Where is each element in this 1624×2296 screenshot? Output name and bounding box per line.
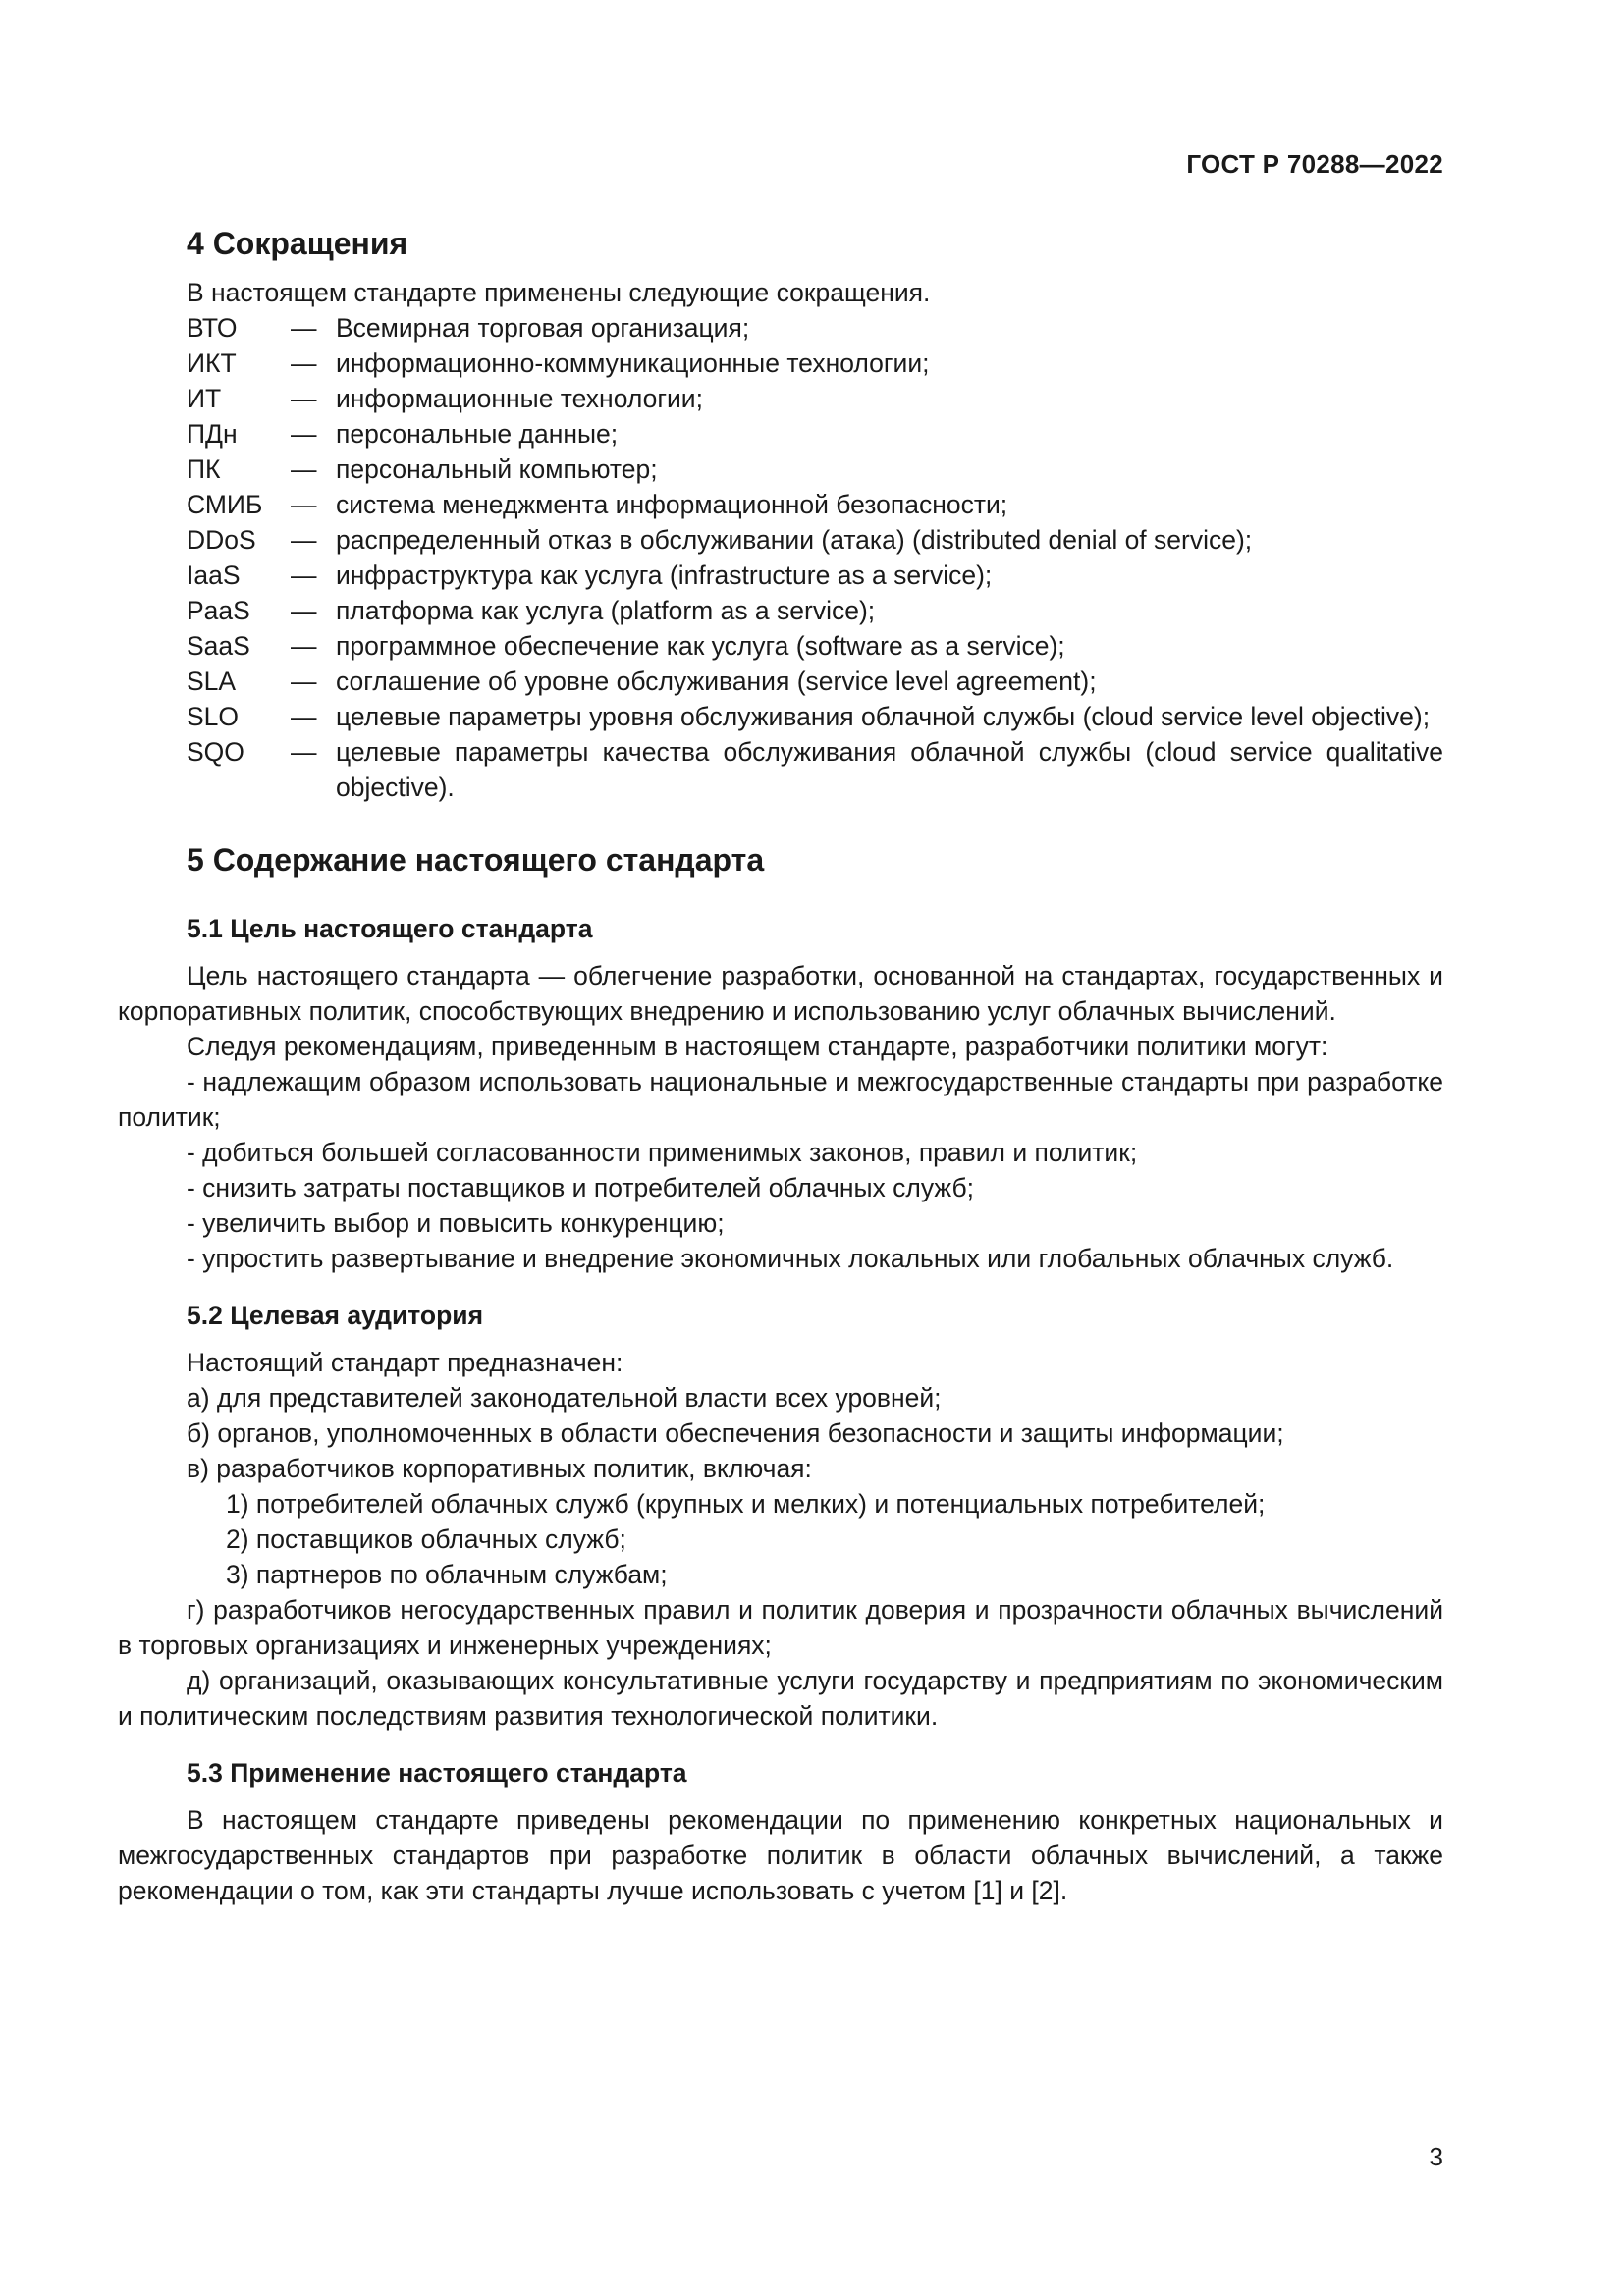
list-item: а) для представителей законодательной власти всех уровней; (187, 1383, 942, 1413)
page-content (118, 222, 1443, 1908)
abbreviation-item (118, 664, 1443, 699)
section-4-title: 4 Сокращения (187, 226, 408, 261)
list-item: - добиться большей согласованности применимых законов, правил и политик; (187, 1138, 1138, 1167)
list-item: в) разработчиков корпоративных политик, включая: (187, 1454, 812, 1483)
abbreviation-dash: — (291, 419, 317, 449)
abbreviation-definition: система менеджмента информационной безопасности; (336, 490, 1008, 519)
abbreviation-term: СМИБ (187, 490, 263, 519)
list-item: - упростить развертывание и внедрение экономичных локальных или глобальных облачных служб. (187, 1244, 1394, 1273)
abbreviation-term: ПДн (187, 419, 238, 449)
abbreviation-term: SLO (187, 702, 240, 731)
abbreviation-item (118, 310, 1443, 346)
abbreviation-item (118, 734, 1443, 805)
abbreviation-item (118, 452, 1443, 487)
abbreviation-dash: — (291, 525, 317, 555)
abbreviation-definition: информационные технологии; (336, 384, 703, 413)
abbreviation-definition: целевые параметры уровня обслуживания облачной службы (cloud service level objective); (336, 702, 1431, 731)
abbreviation-term: IaaS (187, 561, 241, 590)
section-5-title: 5 Содержание настоящего стандарта (187, 842, 765, 878)
abbreviation-dash: — (291, 348, 317, 378)
abbreviation-dash: — (291, 490, 317, 519)
abbreviation-definition: соглашение об уровне обслуживания (service level agreement); (336, 667, 1097, 696)
abbreviation-item (118, 487, 1443, 522)
abbreviation-dash: — (291, 667, 317, 696)
abbreviation-dash: — (291, 596, 317, 625)
list-item: г) разработчиков негосударственных правил и политик доверия и прозрачности облачных вычислений в торговых организациях и инженерных учреждениях; (118, 1595, 1443, 1660)
abbreviation-item (118, 381, 1443, 416)
abbreviation-dash: — (291, 561, 317, 590)
abbreviation-definition: платформа как услуга (platform as a service); (336, 596, 876, 625)
abbreviation-definition: целевые параметры качества обслуживания облачной службы (cloud service qualitative objective). (336, 737, 1443, 802)
abbreviation-definition: Всемирная торговая организация; (336, 313, 750, 343)
abbreviation-term: SaaS (187, 631, 250, 661)
list-item: б) органов, уполномоченных в области обеспечения безопасности и защиты информации; (187, 1418, 1284, 1448)
abbreviation-term: SLA (187, 667, 237, 696)
list-item: 1) потребителей облачных служб (крупных и мелких) и потенциальных потребителей; (226, 1489, 1266, 1519)
paragraph: Следуя рекомендациям, приведенным в настоящем стандарте, разработчики политики могут: (187, 1032, 1328, 1061)
abbreviation-dash: — (291, 631, 317, 661)
abbreviations-intro: В настоящем стандарте применены следующие сокращения. (187, 278, 931, 307)
abbreviation-definition: инфраструктура как услуга (infrastructure as a service); (336, 561, 993, 590)
subsection-5-2-title: 5.2 Целевая аудитория (187, 1301, 484, 1330)
paragraph: Настоящий стандарт предназначен: (187, 1348, 623, 1377)
page-number: 3 (1429, 2142, 1443, 2171)
list-item: 2) поставщиков облачных служб; (226, 1524, 626, 1554)
document-id-header: ГОСТ Р 70288—2022 (1186, 149, 1443, 179)
abbreviation-definition: информационно-коммуникационные технологии; (336, 348, 930, 378)
subsection-5-3-title: 5.3 Применение настоящего стандарта (187, 1758, 687, 1788)
abbreviation-dash: — (291, 384, 317, 413)
paragraph: В настоящем стандарте приведены рекомендации по применению конкретных национальных и межгосударственных стандартов при разработке политик в области облачных вычислений, а также рекомендации о том, как эти стандарты лучше использовать с учетом [1] и [2]. (118, 1805, 1443, 1905)
abbreviation-item (118, 346, 1443, 381)
abbreviation-term: ИТ (187, 384, 222, 413)
abbreviation-dash: — (291, 702, 317, 731)
abbreviation-term: DDoS (187, 525, 256, 555)
abbreviation-item (118, 416, 1443, 452)
abbreviation-definition: распределенный отказ в обслуживании (атака) (distributed denial of service); (336, 525, 1253, 555)
abbreviation-item (118, 699, 1443, 734)
paragraph: Цель настоящего стандарта — облегчение разработки, основанной на стандартах, государственных и корпоративных политик, способствующих внедрению и использованию услуг облачных вычислений. (118, 961, 1443, 1026)
list-item: д) организаций, оказывающих консультативные услуги государству и предприятиям по экономическим и политическим последствиям развития технологической политики. (118, 1666, 1443, 1731)
abbreviation-term: PaaS (187, 596, 250, 625)
abbreviations-list (118, 310, 1443, 805)
abbreviation-dash: — (291, 313, 317, 343)
abbreviation-term: ПК (187, 454, 221, 484)
abbreviation-item (118, 558, 1443, 593)
abbreviation-item (118, 593, 1443, 628)
abbreviation-item (118, 522, 1443, 558)
abbreviation-definition: персональные данные; (336, 419, 619, 449)
abbreviation-term: ИКТ (187, 348, 237, 378)
abbreviation-term: SQO (187, 737, 244, 767)
list-item: - снизить затраты поставщиков и потребителей облачных служб; (187, 1173, 974, 1202)
abbreviation-dash: — (291, 454, 317, 484)
abbreviation-definition: программное обеспечение как услуга (software as a service); (336, 631, 1065, 661)
subsection-5-1-title: 5.1 Цель настоящего стандарта (187, 914, 593, 943)
list-item: 3) партнеров по облачным службам; (226, 1560, 668, 1589)
list-item: - надлежащим образом использовать национальные и межгосударственные стандарты при разработке политик; (118, 1067, 1443, 1132)
abbreviation-item (118, 628, 1443, 664)
list-item: - увеличить выбор и повысить конкуренцию; (187, 1208, 725, 1238)
abbreviation-definition: персональный компьютер; (336, 454, 658, 484)
abbreviation-term: ВТО (187, 313, 238, 343)
abbreviation-dash: — (291, 737, 317, 767)
